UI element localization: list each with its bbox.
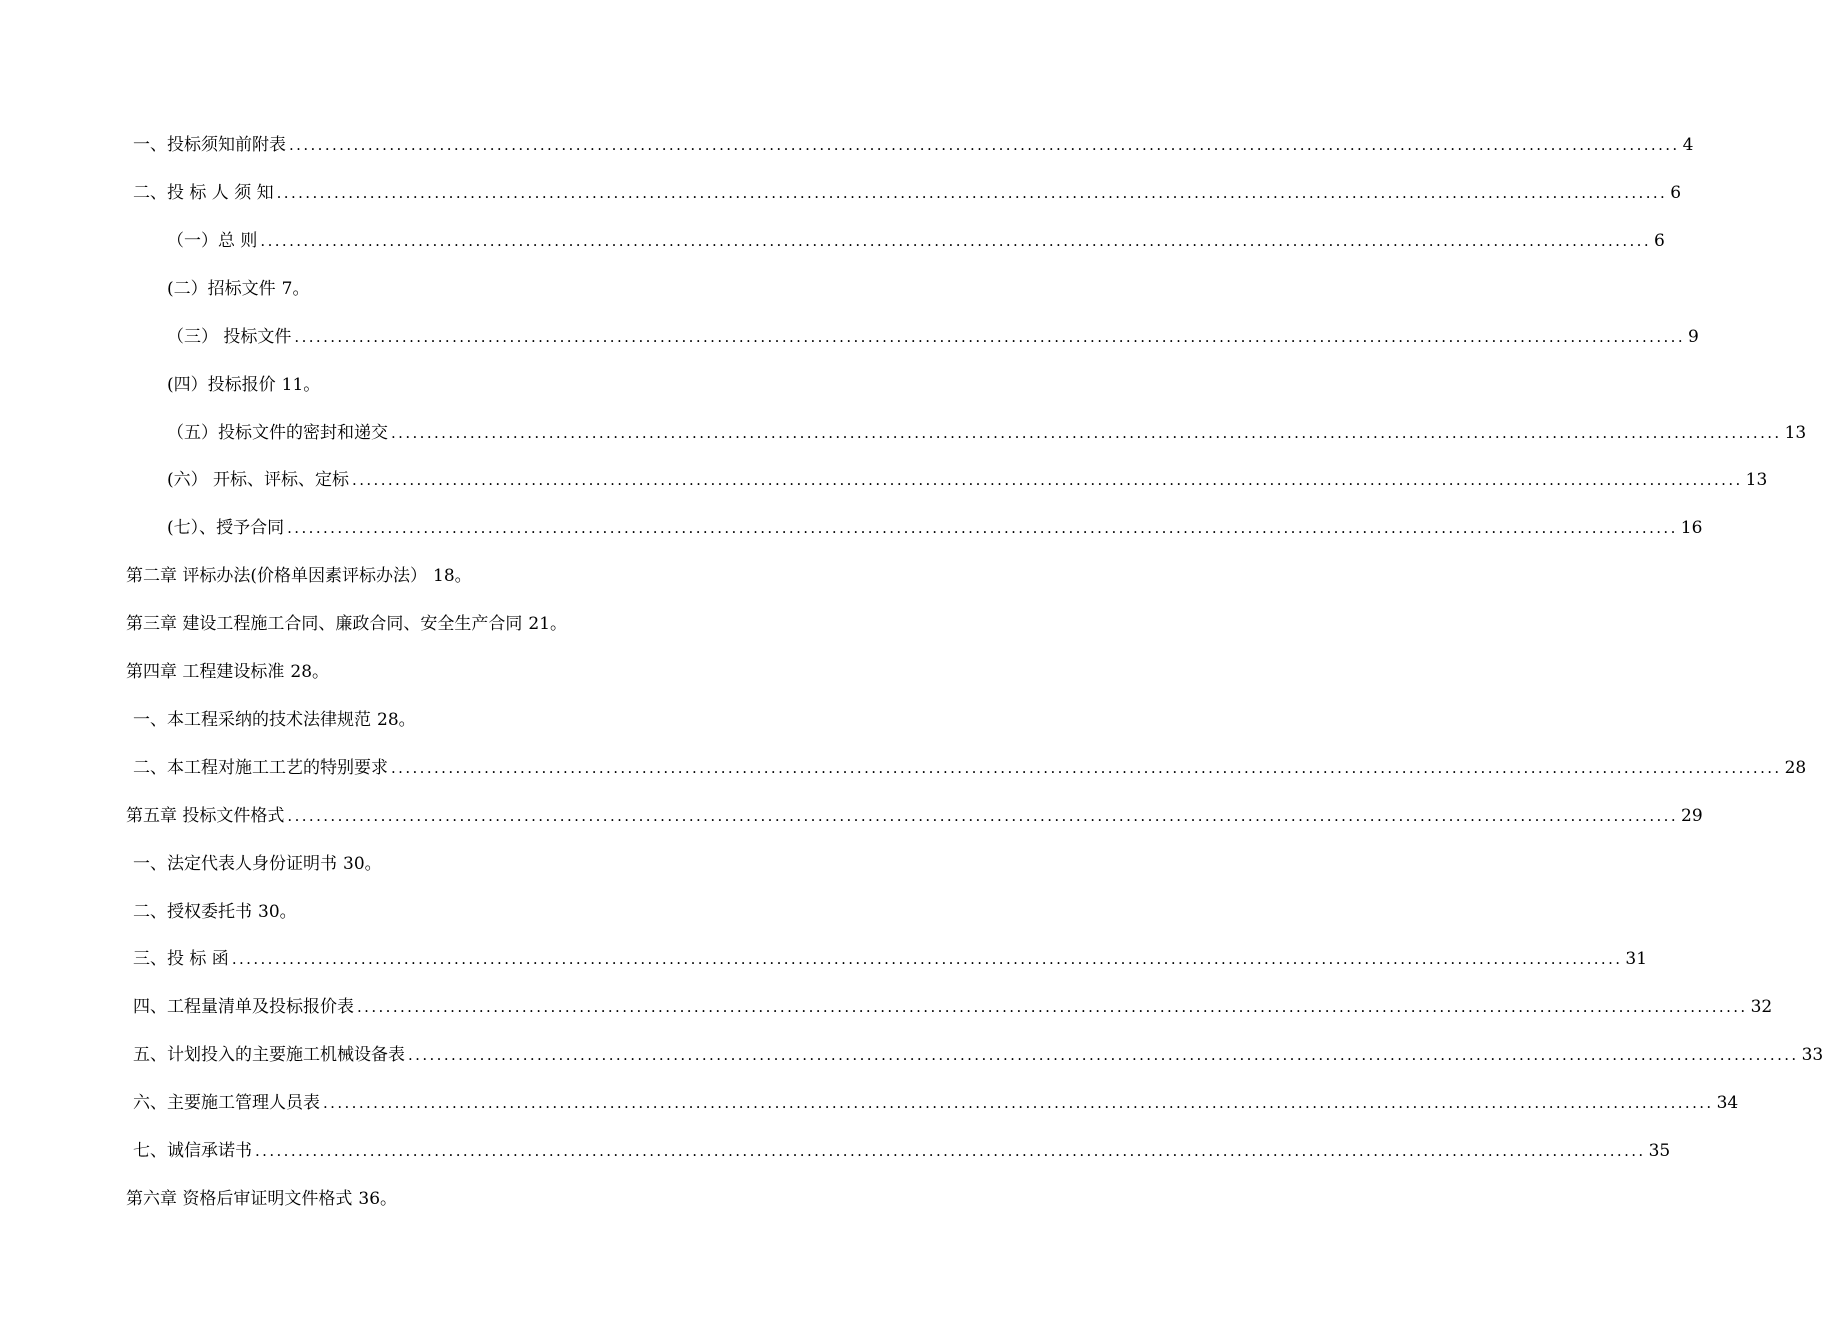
toc-page-number: 34: [1716, 1093, 1739, 1113]
toc-page-number: 16: [1680, 518, 1703, 538]
toc-dot-leader: ..................................................................................................................................................................................................: [289, 136, 1680, 154]
toc-page-number: 6: [1670, 183, 1682, 203]
toc-entry-title: 二、投 标 人 须 知: [133, 183, 274, 203]
toc-dot-leader: ..................................................................................................................................................................................................: [287, 807, 1679, 825]
toc-entry-bid-letter: [133, 946, 1648, 972]
toc-dot-leader: ..................................................................................................................................................................................................: [323, 1094, 1714, 1112]
toc-dot-leader: ..................................................................................................................................................................................................: [352, 471, 1743, 489]
toc-page-number: 31: [1625, 949, 1648, 969]
toc-entry-title: 二、授权委托书: [133, 902, 252, 922]
toc-page-number: 13: [1745, 470, 1768, 490]
toc-entry-title: (六） 开标、评标、定标: [167, 470, 350, 490]
toc-page-number: 7。: [281, 279, 310, 299]
toc-entry-title: 七、诚信承诺书: [133, 1141, 252, 1161]
toc-entry-title: 第五章 投标文件格式: [126, 806, 285, 826]
toc-entry-title: 第三章 建设工程施工合同、廉政合同、安全生产合同: [126, 614, 523, 634]
toc-entry-bid-opening-evaluation: [167, 467, 1768, 493]
toc-page-number: 29: [1681, 806, 1703, 826]
toc-entry-title: 六、主要施工管理人员表: [133, 1093, 320, 1113]
toc-entry-chapter-2: [126, 563, 472, 589]
toc-page-number: 9: [1688, 327, 1699, 347]
toc-entry-title: 四、工程量清单及投标报价表: [133, 997, 354, 1017]
toc-entry-title: （一）总 则: [167, 231, 258, 251]
toc-entry-title: （三） 投标文件: [167, 327, 292, 347]
toc-dot-leader: ..................................................................................................................................................................................................: [255, 1142, 1646, 1160]
toc-page-number: 36。: [358, 1189, 398, 1209]
toc-page-number: 6: [1654, 231, 1665, 251]
toc-entry-title: (四）投标报价: [167, 375, 276, 395]
toc-dot-leader: ..................................................................................................................................................................................................: [287, 519, 1678, 537]
toc-entry-personnel-table: [133, 1090, 1739, 1116]
toc-entry-title: (七）、授予合同: [167, 518, 285, 538]
toc-entry-title: 二、本工程对施工工艺的特别要求: [133, 758, 388, 778]
toc-entry-title: (二）招标文件: [167, 279, 276, 299]
toc-entry-chapter-3: [126, 611, 567, 637]
toc-entry-award-contract: [167, 515, 1703, 541]
toc-page-number: 18。: [433, 566, 472, 586]
toc-entry-bid-quotation: [167, 372, 320, 398]
toc-entry-sealing-submission: [167, 420, 1807, 446]
toc-dot-leader: ..................................................................................................................................................................................................: [294, 328, 1686, 346]
toc-entry-title: 一、法定代表人身份证明书: [133, 854, 337, 874]
toc-entry-title: 五、计划投入的主要施工机械设备表: [133, 1045, 405, 1065]
toc-entry-chapter-5: [126, 803, 1703, 829]
toc-dot-leader: ..................................................................................................................................................................................................: [276, 184, 1668, 202]
toc-dot-leader: ..................................................................................................................................................................................................: [231, 950, 1623, 968]
toc-entry-tender-documents: [167, 276, 309, 302]
toc-page-number: 28。: [290, 662, 330, 682]
toc-entry-title: 第四章 工程建设标准: [126, 662, 285, 682]
toc-page-number: 35: [1648, 1141, 1671, 1161]
toc-page-number: 28: [1784, 758, 1807, 778]
toc-entry-integrity-commitment: [133, 1138, 1671, 1164]
toc-dot-leader: ..................................................................................................................................................................................................: [260, 232, 1652, 250]
toc-dot-leader: ..................................................................................................................................................................................................: [391, 424, 1782, 442]
toc-entry-chapter-4: [126, 659, 329, 685]
toc-entry-machinery-table: [133, 1042, 1823, 1068]
toc-dot-leader: ..................................................................................................................................................................................................: [391, 759, 1782, 777]
toc-entry-power-of-attorney: [133, 899, 297, 925]
toc-entry-bid-notice-appendix: [133, 132, 1694, 158]
toc-entry-process-requirements: [133, 755, 1807, 781]
toc-entry-bill-of-quantities: [133, 994, 1773, 1020]
toc-entry-title: 三、投 标 函: [133, 949, 229, 969]
toc-page-number: 13: [1784, 423, 1807, 443]
toc-entry-technical-codes: [133, 707, 416, 733]
toc-page-number: 4: [1682, 135, 1694, 155]
toc-page-number: 28。: [377, 710, 416, 730]
toc-entry-title: 第二章 评标办法(价格单因素评标办法）: [126, 566, 428, 586]
toc-entry-bidder-notice: [133, 180, 1682, 206]
toc-page-number: 33: [1801, 1045, 1823, 1065]
toc-entry-title: 第六章 资格后审证明文件格式: [126, 1189, 353, 1209]
toc-page-number: 32: [1750, 997, 1773, 1017]
toc-entry-bid-documents: [167, 324, 1699, 350]
toc-page-number: 11。: [281, 375, 321, 395]
toc-page-number: 30。: [258, 902, 297, 922]
toc-entry-legal-representative-id: [133, 851, 382, 877]
toc-dot-leader: ..................................................................................................................................................................................................: [408, 1046, 1799, 1064]
toc-page-number: 21。: [528, 614, 568, 634]
toc-entry-general: [167, 228, 1665, 254]
toc-dot-leader: ..................................................................................................................................................................................................: [357, 998, 1748, 1016]
toc-page-number: 30。: [343, 854, 382, 874]
toc-entry-title: 一、投标须知前附表: [133, 135, 286, 155]
toc-entry-chapter-6: [126, 1186, 397, 1212]
toc-entry-title: 一、本工程采纳的技术法律规范: [133, 710, 371, 730]
toc-entry-title: （五）投标文件的密封和递交: [167, 423, 388, 443]
